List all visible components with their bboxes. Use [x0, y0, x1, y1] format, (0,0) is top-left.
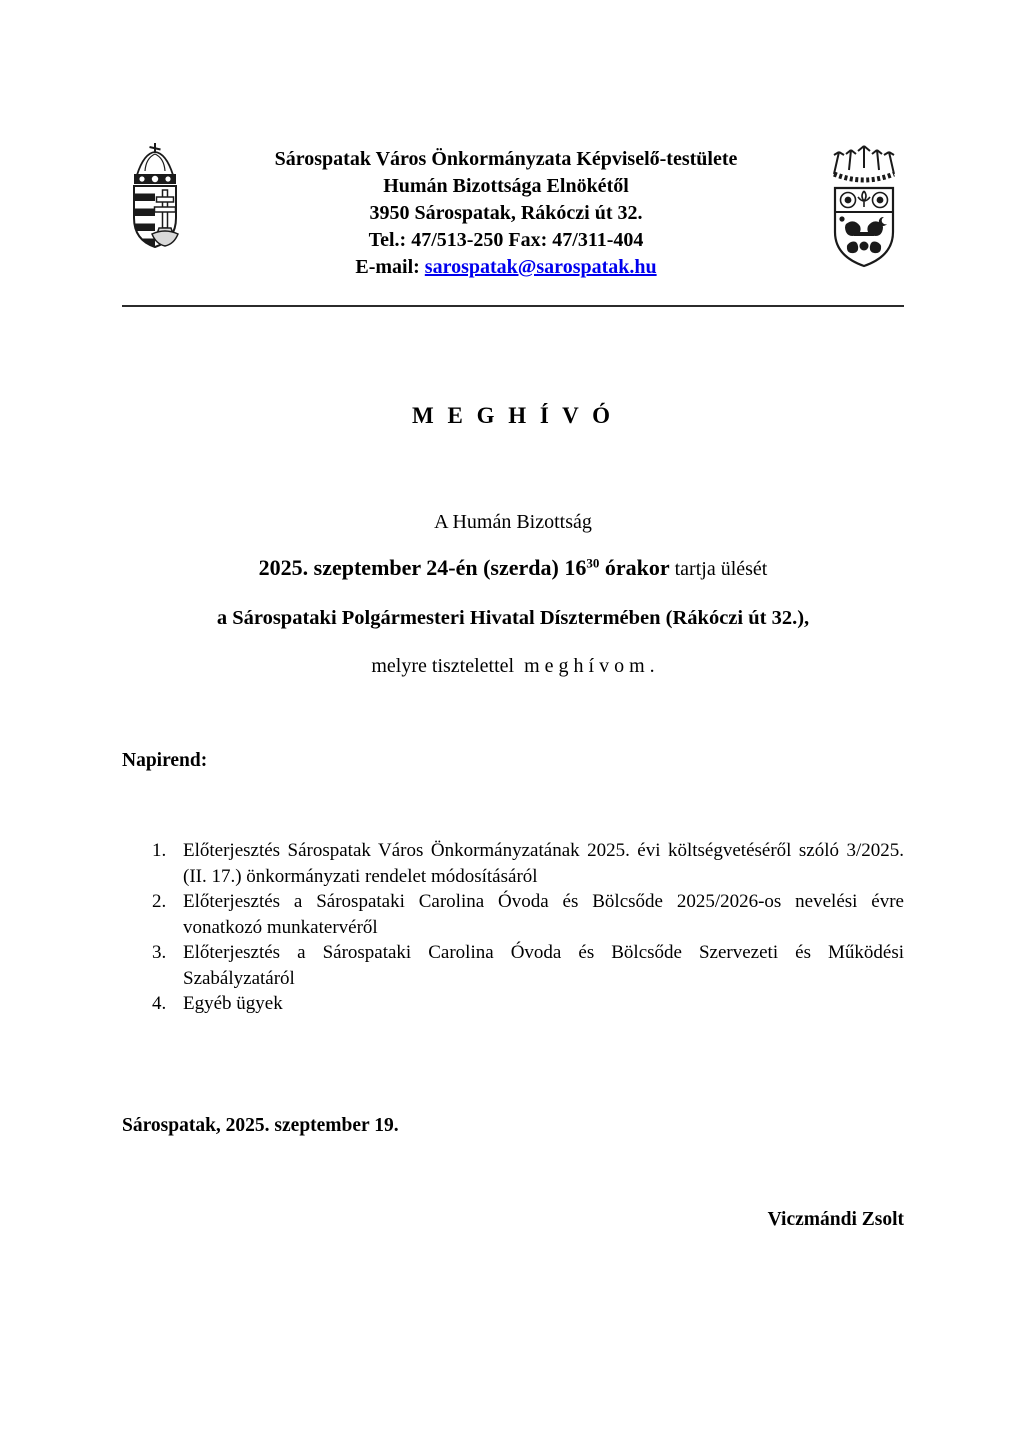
document-title: M E G H Í V Ó	[412, 403, 614, 428]
header-divider	[122, 305, 904, 307]
org-name-line2: Humán Bizottsága Elnökétől	[383, 175, 629, 197]
agenda-item-2	[122, 889, 904, 940]
hungarian-coat-of-arms-icon	[122, 140, 188, 263]
email-label: E-mail:	[355, 256, 425, 278]
agenda-item-1	[122, 838, 904, 889]
invitation-closing: melyre tisztelettel m e g h í v o m .	[371, 655, 655, 677]
agenda-item-number: 4.	[152, 993, 167, 1014]
agenda-item-text: Előterjesztés a Sárospataki Carolina Óvoda és Bölcsőde Szervezeti és Működési Szabályzatáról	[183, 942, 904, 989]
committee-line: A Humán Bizottság	[434, 511, 592, 533]
sarospatak-city-crest-icon	[824, 140, 904, 277]
agenda-heading: Napirend:	[122, 750, 208, 771]
meeting-date: 2025. szeptember 24-én (szerda) 16	[258, 555, 587, 580]
agenda-list	[122, 838, 904, 1017]
org-address: 3950 Sárospatak, Rákóczi út 32.	[369, 202, 643, 224]
org-name-line1: Sárospatak Város Önkormányzata Képviselő-testülete	[274, 148, 738, 170]
email-link[interactable]: sarospatak@sarospatak.hu	[424, 256, 657, 278]
agenda-item-text: Egyéb ügyek	[183, 993, 283, 1014]
agenda-item-number: 2.	[152, 891, 167, 912]
agenda-item-text: Előterjesztés Sárospatak Város Önkormányzatának 2025. évi költségvetéséről szóló 3/2025. (II. 17.) önkormányzati rendelet módosításáról	[183, 840, 904, 887]
agenda-item-number: 1.	[152, 840, 167, 861]
signature-name: Viczmándi Zsolt	[767, 1208, 904, 1230]
place-and-date: Sárospatak, 2025. szeptember 19.	[122, 1114, 399, 1136]
letterhead	[122, 140, 904, 281]
agenda-item-4	[122, 991, 904, 1017]
org-phone-fax: Tel.: 47/513-250 Fax: 47/311-404	[368, 229, 644, 251]
invitation-intro	[122, 511, 904, 678]
letterhead-text	[188, 140, 824, 281]
org-email-line	[188, 254, 824, 281]
agenda-item-3	[122, 940, 904, 991]
agenda-item-number: 3.	[152, 942, 167, 963]
meeting-time-sup: 30	[586, 555, 600, 571]
meeting-time-suffix: órakor	[599, 555, 670, 580]
agenda-item-text: Előterjesztés a Sárospataki Carolina Óvoda és Bölcsőde 2025/2026-os nevelési évre vonatkozó munkatervéről	[183, 891, 904, 938]
meeting-location: a Sárospataki Polgármesteri Hivatal Dísztermében (Rákóczi út 32.),	[216, 607, 810, 629]
meeting-date-tail: tartja ülését	[669, 558, 768, 580]
meeting-datetime-line	[122, 555, 904, 581]
